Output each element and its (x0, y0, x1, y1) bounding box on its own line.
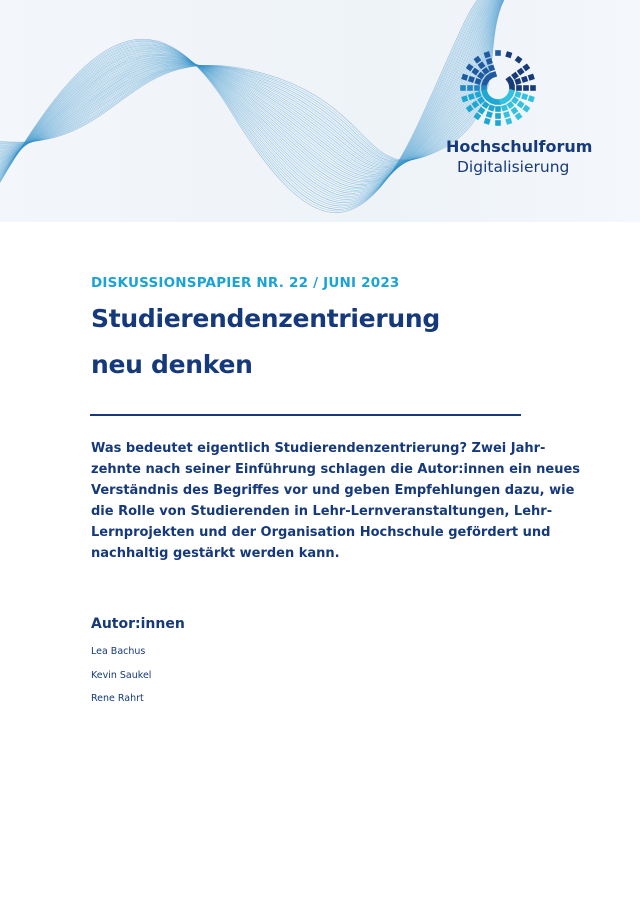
wave-line (0, 0, 520, 206)
logo-square (478, 61, 486, 69)
logo-square (488, 64, 495, 71)
abstract-line: die Rolle von Studierenden in Lehr-Lernveranstaltungen, Lehr- (91, 504, 553, 519)
logo-square (478, 107, 486, 115)
logo-square (468, 93, 475, 100)
logo-square (495, 50, 501, 56)
logo-square (521, 93, 528, 100)
logo-square (523, 85, 529, 91)
logo-square (495, 113, 501, 119)
logo-square (495, 120, 501, 126)
logo-square (488, 104, 495, 111)
abstract-line: Was bedeutet eigentlich Studierendenzentrierung? Zwei Jahr- (91, 441, 546, 456)
title-line-2: neu denken (91, 350, 253, 379)
logo-square (514, 91, 521, 98)
logo-square (484, 118, 491, 125)
author-name: Lea Bachus (91, 646, 146, 657)
logo-square (503, 111, 510, 118)
logo-square (511, 107, 519, 115)
logo-square (516, 85, 522, 91)
logo-square (515, 56, 523, 64)
logo-square (528, 74, 535, 81)
abstract-line: Lernprojekten und der Organisation Hochschule gefördert und (91, 525, 551, 540)
logo-square (522, 105, 530, 113)
logo-square (501, 104, 508, 111)
logo-square (471, 101, 479, 109)
logo-square (505, 118, 512, 125)
logo-square (461, 74, 468, 81)
page-title (91, 296, 440, 388)
series-label: DISKUSSIONSPAPIER NR. 22 / JUNI 2023 (91, 275, 400, 291)
logo-square (495, 106, 501, 112)
logo-square (474, 78, 481, 85)
author-name: Kevin Saukel (91, 670, 152, 681)
logo-square (530, 85, 536, 91)
logo-square (522, 64, 530, 72)
logo-square (460, 85, 466, 91)
header-banner (0, 0, 640, 222)
logo-square (467, 85, 473, 91)
abstract-line: nachhaltig gestärkt werden kann. (91, 546, 340, 561)
logo-square (484, 51, 491, 58)
logo-text-line2: Digitalisierung (457, 158, 570, 176)
logo-square (521, 76, 528, 83)
logo-square (505, 51, 512, 58)
logo-square (517, 68, 525, 76)
logo-square (515, 112, 523, 120)
title-line-1: Studierendenzentrierung (91, 304, 440, 333)
logo-square (528, 95, 535, 102)
abstract-line: zehnte nach seiner Einführung schlagen die Autor:innen ein neues (91, 462, 580, 477)
logo-square (517, 101, 525, 109)
authors-heading: Autor:innen (91, 616, 185, 632)
logo-square (511, 72, 519, 80)
logo-square (474, 91, 481, 98)
logo-square (474, 85, 480, 91)
abstract (91, 438, 580, 564)
logo-square (461, 95, 468, 102)
logo-mark-icon (446, 36, 546, 132)
logo-square (471, 68, 479, 76)
logo-square (468, 76, 475, 83)
logo-text-line1: Hochschulforum (446, 137, 593, 156)
logo-square (466, 64, 474, 72)
logo-square (514, 78, 521, 85)
divider (90, 414, 521, 416)
logo-square (486, 58, 493, 65)
author-name: Rene Rahrt (91, 693, 144, 704)
logo-square (474, 112, 482, 120)
logo-square (466, 105, 474, 113)
abstract-line: Verständnis des Begriffes vor und geben Empfehlungen dazu, wie (91, 483, 575, 498)
logo-square (474, 56, 482, 64)
logo-square (486, 111, 493, 118)
